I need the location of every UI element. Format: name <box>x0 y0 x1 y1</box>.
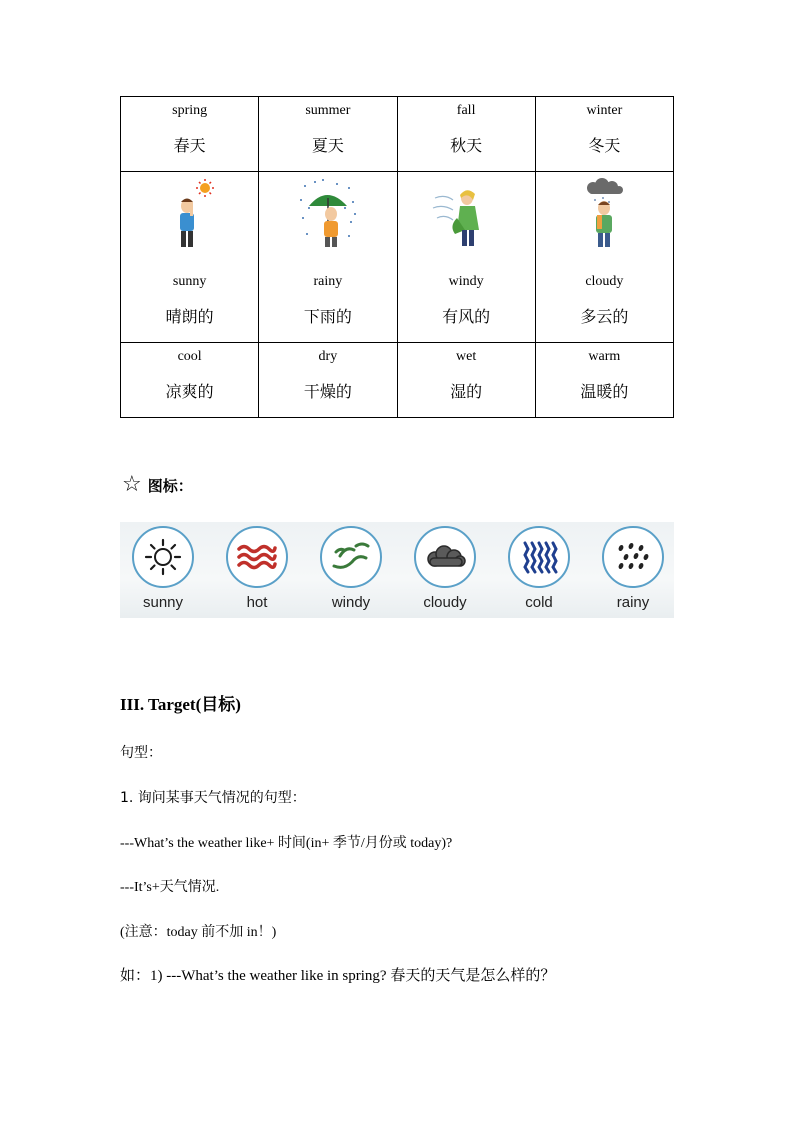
vocab-cell <box>121 172 259 343</box>
sun-icon <box>143 537 183 577</box>
chinese-word: 夏天 <box>311 136 344 155</box>
icon-circle <box>602 526 664 588</box>
section-heading: III. Target(目标) <box>120 695 241 714</box>
example-sentence: 如：1) ---What’s the weather like in spring? 春天的天气是怎么样的？ <box>120 968 556 984</box>
weather-vocabulary-table <box>120 96 674 418</box>
vocab-cell <box>259 97 397 172</box>
chinese-word: 春天 <box>173 136 206 155</box>
question-pattern: ---What’s the weather like+ 时间(in+ 季节/月份或 today)? <box>120 836 453 851</box>
icons-section-title <box>122 474 193 496</box>
seasons-row <box>121 97 674 172</box>
chinese-word: 有风的 <box>442 307 491 326</box>
english-word: wet <box>456 349 477 364</box>
english-word: dry <box>318 349 338 364</box>
chinese-word: 秋天 <box>450 136 483 155</box>
icon-item-sunny <box>128 526 198 611</box>
note: (注意：today 前不加 in！) <box>120 925 277 940</box>
english-word: fall <box>456 103 476 118</box>
chinese-word: 冬天 <box>588 136 621 155</box>
icon-label: cold <box>525 594 553 611</box>
cold-icon <box>520 540 558 574</box>
chinese-word: 晴朗的 <box>165 307 214 326</box>
wind-icon <box>330 540 372 574</box>
icon-item-cold <box>504 526 574 611</box>
icon-circle <box>226 526 288 588</box>
english-word: windy <box>448 274 484 289</box>
icon-item-windy <box>316 526 386 611</box>
vocab-cell <box>259 343 397 418</box>
girl-in-wind-picture <box>431 178 501 252</box>
chinese-word: 下雨的 <box>303 307 352 326</box>
vocab-cell <box>535 343 673 418</box>
icons-title-text: 图标： <box>147 476 193 495</box>
english-word: cloudy <box>585 274 624 289</box>
weather-icons-strip <box>120 522 674 618</box>
icon-circle <box>414 526 476 588</box>
boy-in-sun-picture <box>155 178 225 252</box>
sentence-patterns-label: 句型： <box>120 745 162 761</box>
vocab-cell <box>121 97 259 172</box>
rain-drops-icon <box>613 540 653 574</box>
vocab-cell <box>535 97 673 172</box>
icon-item-cloudy <box>410 526 480 611</box>
icon-label: hot <box>246 594 268 611</box>
vocab-cell <box>535 172 673 343</box>
heat-waves-icon <box>236 542 278 572</box>
adjectives-row <box>121 343 674 418</box>
chinese-word: 温暖的 <box>580 382 629 401</box>
pattern-item-1: 1. 询问某事天气情况的句型： <box>120 790 306 806</box>
english-word: sunny <box>172 274 207 289</box>
chinese-word: 凉爽的 <box>165 382 214 401</box>
vocab-cell <box>397 343 535 418</box>
icon-label: cloudy <box>423 594 467 611</box>
icon-item-hot <box>222 526 292 611</box>
english-word: cool <box>177 349 202 364</box>
vocab-cell <box>397 97 535 172</box>
english-word: summer <box>305 103 351 118</box>
chinese-word: 湿的 <box>450 382 483 401</box>
chinese-word: 多云的 <box>580 307 629 326</box>
icon-item-rainy <box>598 526 668 611</box>
icon-label: windy <box>331 594 371 611</box>
star-icon: ☆ <box>122 472 142 497</box>
vocab-cell <box>259 172 397 343</box>
cloud-icon <box>422 542 468 572</box>
icon-circle <box>508 526 570 588</box>
boy-under-cloud-picture <box>569 178 639 252</box>
icon-circle <box>320 526 382 588</box>
icon-circle <box>132 526 194 588</box>
weather-row <box>121 172 674 343</box>
chinese-word: 干燥的 <box>303 382 352 401</box>
icon-label: sunny <box>142 594 184 611</box>
english-word: rainy <box>313 274 343 289</box>
english-word: warm <box>588 349 621 364</box>
vocab-cell <box>121 343 259 418</box>
english-word: spring <box>172 103 208 118</box>
icon-label: rainy <box>616 594 650 611</box>
answer-pattern: ---It’s+天气情况. <box>120 880 220 895</box>
vocab-cell <box>397 172 535 343</box>
boy-with-umbrella-picture <box>293 178 363 252</box>
english-word: winter <box>586 103 623 118</box>
